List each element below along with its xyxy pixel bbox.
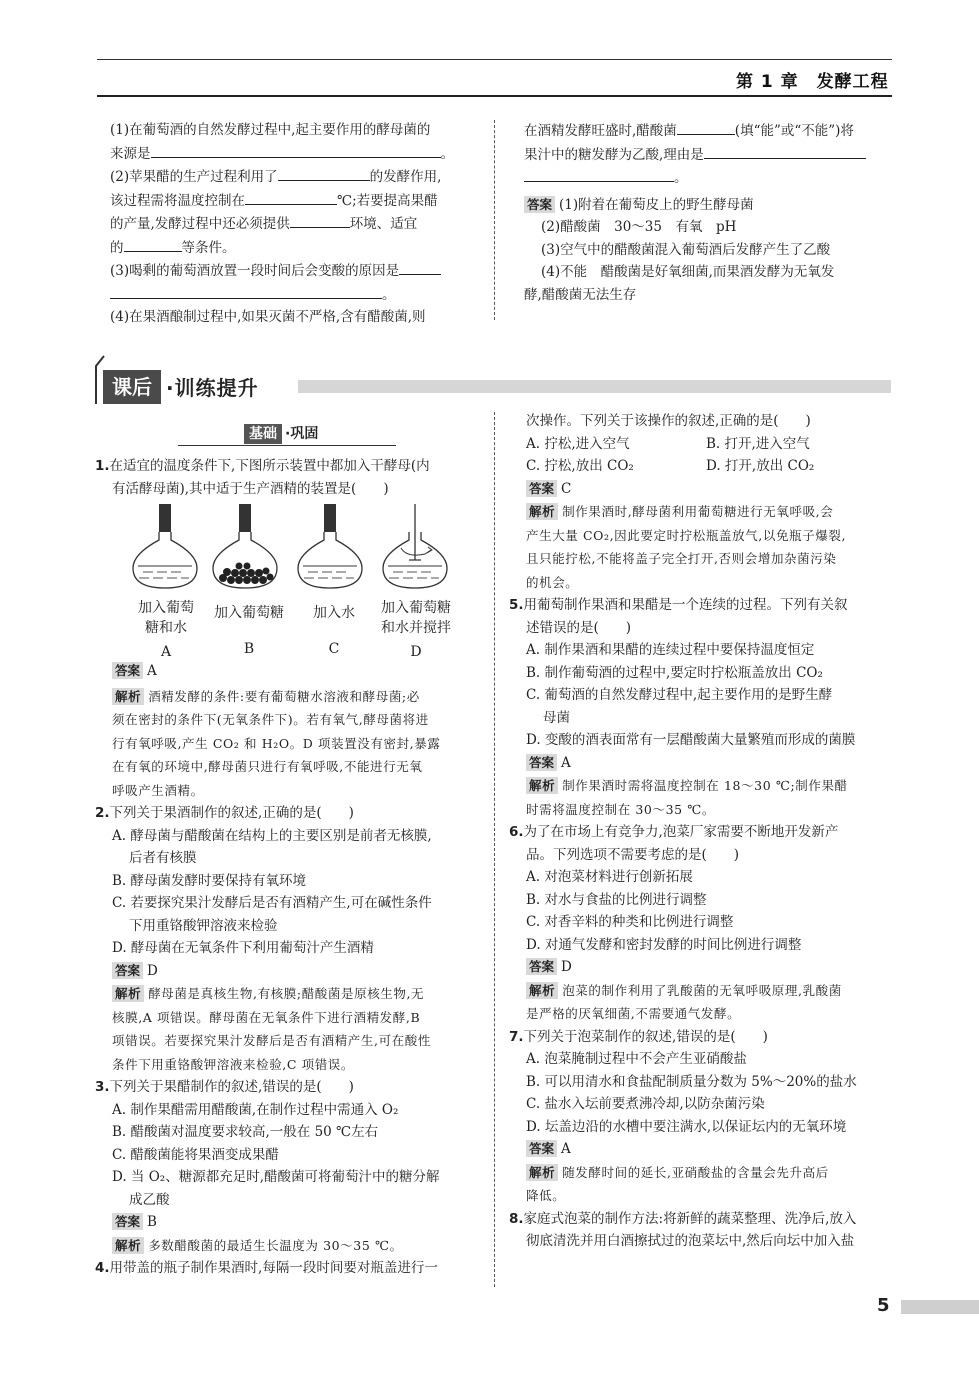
text-line: (1)在葡萄酒的自然发酵过程中,起主要作用的酵母菌的	[110, 122, 431, 138]
question-line: 1.在适宜的温度条件下,下图所示装置中都加入干酵母(内	[95, 458, 430, 474]
top-left-block	[110, 119, 482, 329]
text-line: 该过程需将温度控制在 ℃;若要提高果醋	[110, 189, 482, 213]
option-line: C. 葡萄酒的自然发酵过程中,起主要作用的是野生酵	[526, 687, 833, 703]
option-line: D. 坛盖边沿的水槽中要注满水,以保证坛内的无氧环境	[526, 1118, 847, 1135]
option-line: 成乙酸	[129, 1191, 170, 1208]
page-number-bar	[901, 1300, 979, 1314]
analysis-block: 解析 随发酵时间的延长,亚硝酸盐的含量会先升高后 降低。	[526, 1164, 829, 1203]
blank-line	[290, 212, 350, 228]
banner-bar	[298, 380, 891, 393]
header-top-rule	[97, 59, 892, 60]
text-line: 果汁中的糖发酵为乙酸,理由是	[524, 143, 894, 167]
analysis-block: 解析 多数醋酸菌的最适生长温度为 30～35 ℃。	[95, 1234, 487, 1258]
option-line: B. 制作葡萄酒的过程中,要定时拧松瓶盖放出 CO₂	[526, 664, 823, 681]
blank-line	[704, 143, 866, 159]
flask-figure	[125, 502, 465, 594]
caption-b: 加入葡萄糖 B	[214, 605, 284, 657]
column-divider	[494, 120, 495, 320]
question-line: 8.家庭式泡菜的制作方法:将新鲜的蔬菜整理、洗净后,放入	[509, 1210, 857, 1227]
answer-line: (3)空气中的醋酸菌混入葡萄酒后发酵产生了乙酸	[541, 241, 831, 258]
answer-line: 答案 A	[509, 752, 897, 775]
blank-line	[278, 165, 370, 181]
text-line: 。	[524, 166, 894, 190]
option-line: 母菌	[543, 709, 570, 726]
subbanner-label-box: 基础	[244, 424, 282, 444]
option-line: A. 酵母菌与醋酸菌在结构上的主要区别是前者无核膜,	[112, 827, 432, 844]
subbanner-title: ·巩固	[285, 426, 319, 442]
option-line: D. 对通气发酵和密封发酵的时间比例进行调整	[526, 936, 802, 953]
flask-b	[213, 504, 277, 588]
analysis-block: 解析 泡菜的制作利用了乳酸菌的无氧呼吸原理,乳酸菌 是严格的厌氧细菌,不需要通气发酵。	[526, 982, 842, 1021]
option-row: C. 拧松,放出 CO₂ D. 打开,放出 CO₂	[526, 458, 815, 474]
answer-line: 答案 (1)附着在葡萄皮上的野生酵母菌	[524, 194, 894, 217]
answer-tag: 答案	[524, 196, 555, 213]
caption-a: 加入葡萄 糖和水 A	[138, 600, 194, 660]
question-line: 2.下列关于果酒制作的叙述,正确的是( )	[95, 805, 354, 821]
blank-line	[151, 142, 441, 158]
option-line: 后者有核膜	[129, 850, 197, 866]
blank-line	[110, 283, 382, 299]
analysis-block: 解析 制作果酒时,酵母菌利用葡萄糖进行无氧呼吸,会 产生大量 CO₂,因此要定时拧松瓶盖放气,以免瓶子爆裂, 且只能拧松,不能将盖子完全打开,否则会增加杂菌污染 的机会。	[526, 504, 847, 590]
flask-d	[383, 504, 447, 588]
page-number: 5	[877, 1295, 890, 1316]
text-line: 的 等条件。	[110, 236, 482, 260]
question-line: 6.为了在市场上有竞争力,泡菜厂家需要不断地开发新产	[509, 824, 839, 840]
analysis-block: 解析 酒精发酵的条件:要有葡萄糖水溶液和酵母菌;必 须在密封的条件下(无氧条件下)。若有氧气,酵母菌将进 行有氧呼吸,产生 CO₂ 和 H₂O。D 项装置没有密封,暴露 在有氧的环境中,酵母菌只进行有氧呼吸,不能进行无氧 呼吸产生酒精。	[112, 688, 441, 798]
option-line: D. 酵母菌在无氧条件下利用葡萄汁产生酒精	[112, 940, 374, 956]
question-line: 品。下列选项不需要考虑的是( )	[526, 846, 740, 863]
top-right-block	[524, 119, 894, 306]
text-line: 。	[110, 283, 482, 307]
answer-line: 酵,醋酸菌无法生存	[524, 286, 637, 303]
option-line: C. 盐水入坛前要煮沸冷却,以防杂菌污染	[526, 1096, 765, 1112]
chapter-title: 第 1 章 发酵工程	[736, 72, 889, 92]
option-line: A. 对泡菜材料进行创新拓展	[526, 869, 693, 885]
left-column-top	[95, 455, 483, 500]
answer-line: (4)不能 醋酸菌是好氧细菌,而果酒发酵为无氧发	[541, 264, 835, 280]
option-line: A. 制作果醋需用醋酸菌,在制作过程中需通入 O₂	[112, 1101, 399, 1118]
subbanner-rule	[178, 445, 396, 446]
option-line: D. 变酸的酒表面常有一层醋酸菌大量繁殖而形成的菌膜	[526, 732, 856, 748]
right-column-body	[509, 410, 897, 1253]
answer-line: 答案 A	[95, 660, 487, 683]
question-line: 彻底清洗并用白酒擦拭过的泡菜坛中,然后向坛中加入盐	[526, 1233, 855, 1249]
text-line: 的产量,发酵过程中还必须提供 环境、适宜	[110, 212, 482, 236]
flask-a	[133, 504, 197, 588]
option-line: C. 醋酸菌能将果酒变成果醋	[112, 1146, 279, 1163]
caption-c: 加入水 C	[313, 605, 355, 657]
blank-line	[245, 189, 337, 205]
option-line: C. 若要探究果汁发酵后是否有酒精产生,可在碱性条件	[112, 895, 432, 911]
banner-label-box: 课后	[103, 370, 161, 404]
text-line: 来源是 。	[110, 142, 482, 166]
question-line: 5.用葡萄制作果酒和果醋是一个连续的过程。下列有关叙	[509, 597, 848, 613]
option-row: A. 拧松,进入空气 B. 打开,进入空气	[526, 435, 810, 452]
text-line: 在酒精发酵旺盛时,醋酸菌 (填“能”或“不能”)将	[524, 119, 894, 143]
answer-line: 答案 A	[509, 1138, 897, 1161]
option-line: B. 醋酸菌对温度要求较高,一般在 50 ℃左右	[112, 1124, 379, 1140]
text-line: (4)在果酒酿制过程中,如果灭菌不严格,含有醋酸菌,则	[110, 309, 426, 325]
option-line: B. 酵母菌发酵时要保持有氧环境	[112, 872, 307, 889]
column-divider	[494, 412, 495, 1287]
caption-d: 加入葡萄糖 和水并搅拌 D	[381, 600, 451, 660]
answer-line: 答案 D	[509, 956, 897, 979]
text-line: (3)喝剩的葡萄酒放置一段时间后会变酸的原因是	[110, 259, 482, 283]
header-bottom-rule	[97, 95, 892, 97]
question-line: 3.下列关于果醋制作的叙述,错误的是( )	[95, 1079, 354, 1095]
option-line: B. 可以用清水和食盐配制质量分数为 5%～20%的盐水	[526, 1073, 857, 1090]
answer-line: 答案 B	[95, 1211, 487, 1234]
answer-line: 答案 D	[95, 960, 487, 983]
question-line: 7.下列关于泡菜制作的叙述,错误的是( )	[509, 1028, 768, 1045]
answer-line: (2)醋酸菌 30～35 有氧 pH	[541, 219, 737, 235]
question-line: 述错误的是( )	[526, 619, 632, 636]
question-line: 4.用带盖的瓶子制作果酒时,每隔一段时间要对瓶盖进行一	[95, 1260, 438, 1276]
analysis-block: 解析 酵母菌是真核生物,有核膜;醋酸菌是原核生物,无 核膜,A 项错误。酵母菌在无氧条件下进行酒精发酵,B 项错误。若要探究果汁发酵后是否有酒精产生,可在酸性 条件下用重铬酸钾溶液来检验,C 项错误。	[112, 986, 431, 1072]
text-line: (2)苹果醋的生产过程利用了 的发酵作用,	[110, 165, 482, 189]
option-line: 下用重铬酸钾溶液来检验	[129, 917, 278, 934]
option-line: A. 泡菜腌制过程中不会产生亚硝酸盐	[526, 1051, 747, 1067]
option-line: B. 对水与食盐的比例进行调整	[526, 891, 707, 908]
option-line: D. 当 O₂、糖源都充足时,醋酸菌可将葡萄汁中的糖分解	[112, 1169, 440, 1185]
blank-line	[677, 119, 735, 135]
answer-line: 答案 C	[509, 478, 897, 501]
blank-line	[124, 236, 182, 252]
flask-c	[298, 504, 362, 588]
question-line: 有活酵母菌),其中适于生产酒精的装置是( )	[112, 480, 389, 497]
option-line: A. 制作果酒和果醋的连续过程中要保持温度恒定	[526, 642, 815, 658]
blank-line	[524, 166, 674, 182]
left-column-body	[95, 660, 487, 1280]
question-line: 次操作。下列关于该操作的叙述,正确的是( )	[526, 413, 811, 429]
analysis-block: 解析 制作果酒时需将温度控制在 18～30 ℃;制作果醋 时需将温度控制在 30～35 ℃。	[526, 778, 848, 817]
banner-title: ·训练提升	[166, 376, 259, 400]
option-line: C. 对香辛料的种类和比例进行调整	[526, 914, 734, 930]
blank-line	[399, 259, 441, 275]
